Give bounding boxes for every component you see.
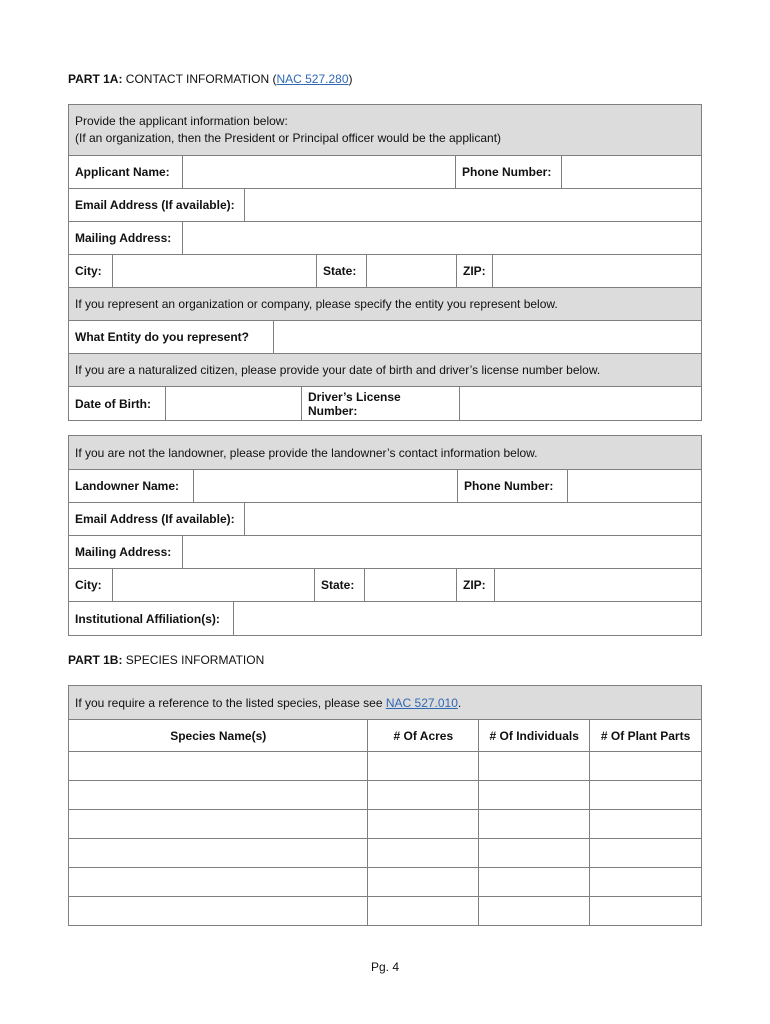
plant-parts-cell[interactable] <box>590 868 702 897</box>
acres-cell[interactable] <box>368 752 479 781</box>
part-1a-heading: CONTACT INFORMATION ( <box>122 72 277 86</box>
applicant-state-label: State: <box>316 255 366 287</box>
landowner-mailing-label: Mailing Address: <box>75 545 172 559</box>
species-name-cell[interactable] <box>69 839 368 868</box>
part-1b-heading: SPECIES INFORMATION <box>122 653 265 667</box>
landowner-mailing-row <box>69 536 701 569</box>
col-plant-parts: # Of Plant Parts <box>590 720 702 752</box>
species-intro-cell <box>69 686 702 720</box>
landowner-email-row <box>69 503 701 536</box>
col-species-name: Species Name(s) <box>69 720 368 752</box>
part-1a-label: PART 1A: <box>68 72 123 86</box>
table-row <box>69 781 702 810</box>
landowner-note-row <box>69 436 701 470</box>
part-1a-close-paren: ) <box>348 72 353 86</box>
species-name-cell[interactable] <box>69 781 368 810</box>
org-note-row <box>69 288 701 321</box>
landowner-city-label: City: <box>75 578 102 592</box>
landowner-email-field[interactable] <box>244 503 701 535</box>
affiliation-row <box>69 602 701 635</box>
species-intro-text: If you require a reference to the listed species, please see <box>75 695 386 710</box>
applicant-email-row <box>69 189 701 222</box>
individuals-cell[interactable] <box>479 752 590 781</box>
nac-527-280-link[interactable]: NAC 527.280 <box>276 72 349 86</box>
dob-row <box>69 387 701 420</box>
part-1a-title <box>68 72 353 86</box>
applicant-city-field[interactable] <box>112 255 316 287</box>
entity-row <box>69 321 701 354</box>
landowner-state-label: State: <box>314 569 364 601</box>
license-label: Driver’s License Number: <box>301 387 459 420</box>
acres-cell[interactable] <box>368 839 479 868</box>
individuals-cell[interactable] <box>479 781 590 810</box>
applicant-name-row <box>69 156 701 189</box>
acres-cell[interactable] <box>368 897 479 926</box>
applicant-mailing-field[interactable] <box>182 222 701 254</box>
page-number: Pg. 4 <box>370 960 400 974</box>
landowner-city-row <box>69 569 701 602</box>
citizen-note-text: If you are a naturalized citizen, please provide your date of birth and driver’s license number below. <box>75 363 601 377</box>
individuals-cell[interactable] <box>479 839 590 868</box>
landowner-name-label: Landowner Name: <box>75 479 180 493</box>
applicant-mailing-label: Mailing Address: <box>75 231 172 245</box>
species-intro-row <box>69 686 702 720</box>
landowner-state-field[interactable] <box>364 569 456 601</box>
species-name-cell[interactable] <box>69 752 368 781</box>
landowner-note-text: If you are not the landowner, please provide the landowner’s contact information below. <box>75 445 538 460</box>
acres-cell[interactable] <box>368 781 479 810</box>
species-name-cell[interactable] <box>69 868 368 897</box>
col-individuals: # Of Individuals <box>479 720 590 752</box>
nac-527-010-link[interactable]: NAC 527.010 <box>385 695 458 710</box>
landowner-email-label: Email Address (If available): <box>75 512 235 526</box>
applicant-email-field[interactable] <box>244 189 701 221</box>
landowner-name-field[interactable] <box>193 470 457 502</box>
applicant-phone-label: Phone Number: <box>455 156 561 188</box>
landowner-zip-label: ZIP: <box>456 569 494 601</box>
landowner-city-field[interactable] <box>112 569 314 601</box>
landowner-section <box>68 435 702 636</box>
landowner-zip-field[interactable] <box>494 569 701 601</box>
individuals-cell[interactable] <box>479 897 590 926</box>
dob-label: Date of Birth: <box>75 396 151 411</box>
entity-label: What Entity do you represent? <box>75 330 250 344</box>
applicant-intro-line2: (If an organization, then the President or Principal officer would be the applicant) <box>75 131 502 145</box>
part-1b-label: PART 1B: <box>68 653 123 667</box>
applicant-name-label: Applicant Name: <box>75 165 170 179</box>
landowner-phone-label: Phone Number: <box>457 470 567 502</box>
table-row <box>69 868 702 897</box>
applicant-phone-field[interactable] <box>561 156 701 188</box>
species-table-wrapper <box>68 685 702 926</box>
dob-field[interactable] <box>165 387 301 420</box>
individuals-cell[interactable] <box>479 868 590 897</box>
applicant-zip-label: ZIP: <box>456 255 492 287</box>
plant-parts-cell[interactable] <box>590 839 702 868</box>
license-field[interactable] <box>459 387 701 420</box>
landowner-mailing-field[interactable] <box>182 536 701 568</box>
landowner-name-row <box>69 470 701 503</box>
org-note-text: If you represent an organization or company, please specify the entity you represent below. <box>75 297 558 311</box>
applicant-intro-row <box>69 105 701 156</box>
entity-field[interactable] <box>273 321 701 353</box>
affiliation-field[interactable] <box>233 602 701 635</box>
table-row <box>69 752 702 781</box>
applicant-city-label: City: <box>75 264 102 278</box>
applicant-state-field[interactable] <box>366 255 456 287</box>
species-header-row <box>69 720 702 752</box>
plant-parts-cell[interactable] <box>590 897 702 926</box>
landowner-phone-field[interactable] <box>567 470 701 502</box>
species-intro-period: . <box>457 695 462 710</box>
species-table <box>68 685 702 926</box>
applicant-mailing-row <box>69 222 701 255</box>
plant-parts-cell[interactable] <box>590 781 702 810</box>
plant-parts-cell[interactable] <box>590 810 702 839</box>
applicant-name-field[interactable] <box>182 156 455 188</box>
citizen-note-row <box>69 354 701 387</box>
individuals-cell[interactable] <box>479 810 590 839</box>
applicant-zip-field[interactable] <box>492 255 701 287</box>
table-row <box>69 897 702 926</box>
acres-cell[interactable] <box>368 810 479 839</box>
table-row <box>69 810 702 839</box>
applicant-email-label: Email Address (If available): <box>75 198 235 212</box>
plant-parts-cell[interactable] <box>590 752 702 781</box>
species-name-cell[interactable] <box>69 810 368 839</box>
acres-cell[interactable] <box>368 868 479 897</box>
col-acres: # Of Acres <box>368 720 479 752</box>
part-1b-title <box>68 653 264 667</box>
species-name-cell[interactable] <box>69 897 368 926</box>
applicant-intro-line1: Provide the applicant information below: <box>75 114 288 128</box>
affiliation-label: Institutional Affiliation(s): <box>75 611 220 626</box>
applicant-info-section <box>68 104 702 421</box>
table-row <box>69 839 702 868</box>
applicant-city-row <box>69 255 701 288</box>
